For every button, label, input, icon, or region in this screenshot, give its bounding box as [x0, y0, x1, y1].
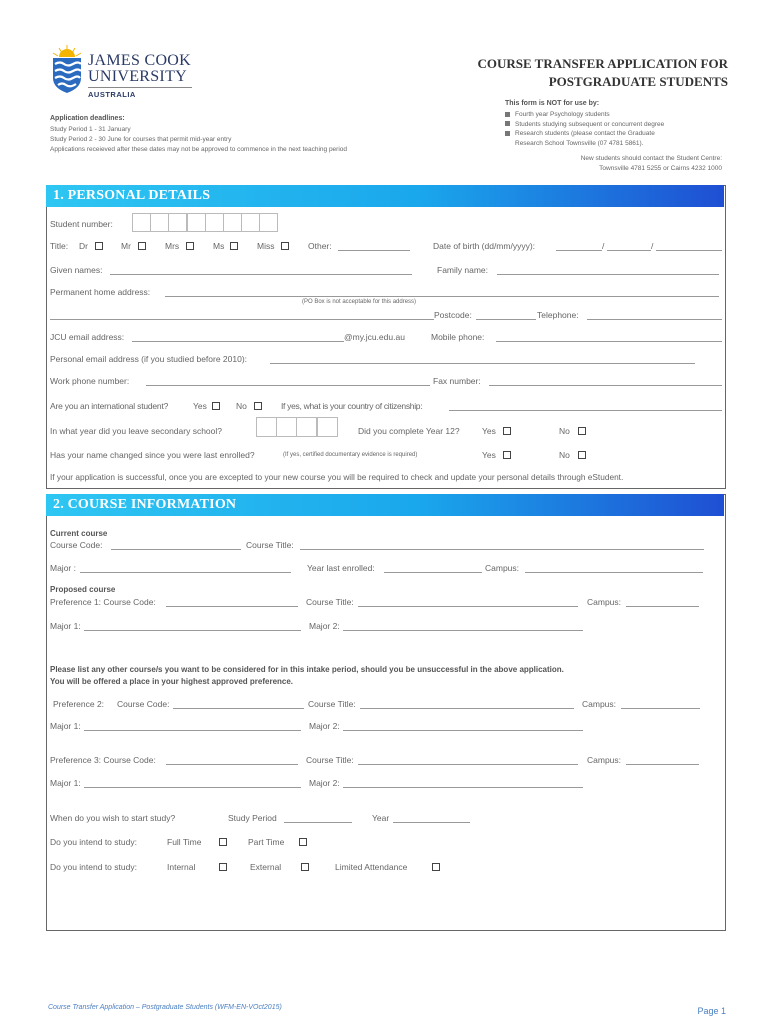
pref2-major2-label: Major 2:	[309, 721, 340, 731]
not-for-use-list	[505, 110, 664, 148]
deadline-sp1: Study Period 1 - 31 January	[50, 126, 131, 133]
section-heading: 2. COURSE INFORMATION	[53, 497, 237, 512]
title-miss-label: Miss	[257, 241, 275, 251]
year12-yes-checkbox[interactable]	[503, 427, 511, 435]
pref1-course-code-label: Preference 1: Course Code:	[50, 597, 156, 607]
pref2-major2-field[interactable]	[343, 730, 583, 731]
title-other-label: Other:	[308, 241, 332, 251]
dob-month-field[interactable]	[607, 250, 651, 251]
form-title-line1: COURSE TRANSFER APPLICATION FOR	[477, 56, 728, 71]
international-yes-checkbox[interactable]	[212, 402, 220, 410]
given-names-label: Given names:	[50, 265, 103, 275]
pref1-major1-label: Major 1:	[50, 621, 81, 631]
list-item: Research School Townsville (07 4781 5861).	[515, 139, 644, 147]
not-for-use-heading: This form is NOT for use by:	[505, 100, 600, 107]
family-name-label: Family name:	[437, 265, 489, 275]
pref3-major1-label: Major 1:	[50, 778, 81, 788]
pref2-course-code-field[interactable]	[173, 708, 304, 709]
pref1-campus-label: Campus:	[587, 597, 622, 607]
personal-details-heading-bar	[46, 185, 724, 207]
start-study-label: When do you wish to start study?	[50, 813, 176, 823]
name-changed-yes-label: Yes	[482, 450, 496, 460]
leave-school-label: In what year did you leave secondary school?	[50, 426, 222, 436]
pref2-campus-label: Campus:	[582, 699, 617, 709]
current-campus-label: Campus:	[485, 563, 520, 573]
proposed-course-heading: Proposed course	[50, 585, 116, 594]
title-mr-label: Mr	[121, 241, 131, 251]
title-other-field[interactable]	[338, 250, 410, 251]
internal-checkbox[interactable]	[219, 863, 227, 871]
list-item: Students studying subsequent or concurrent degree	[505, 120, 664, 130]
bullet-icon	[505, 112, 510, 117]
other-courses-note: Please list any other course/s you want to be considered for in this intake period, should you be unsuccessful in the above application.	[50, 665, 564, 674]
pref1-campus-field[interactable]	[626, 606, 699, 607]
current-major-field[interactable]	[80, 572, 291, 573]
deadlines-heading: Application deadlines:	[50, 115, 125, 122]
international-no-checkbox[interactable]	[254, 402, 262, 410]
pref3-major2-label: Major 2:	[309, 778, 340, 788]
international-no-label: No	[236, 401, 247, 411]
full-time-checkbox[interactable]	[219, 838, 227, 846]
year-last-enrolled-field[interactable]	[384, 572, 482, 573]
citizenship-field[interactable]	[449, 410, 722, 411]
study-load-label: Do you intend to study:	[50, 837, 137, 847]
po-box-note: (PO Box is not acceptable for this address)	[302, 299, 417, 305]
postcode-label: Postcode:	[434, 310, 472, 320]
international-label: Are you an international student?	[50, 401, 169, 411]
title-miss-checkbox[interactable]	[281, 242, 289, 250]
pref2-course-title-field[interactable]	[360, 708, 574, 709]
work-phone-field[interactable]	[146, 385, 430, 386]
title-mr-checkbox[interactable]	[138, 242, 146, 250]
title-ms-checkbox[interactable]	[230, 242, 238, 250]
sun-wave-emblem-icon	[50, 44, 84, 94]
current-course-heading: Current course	[50, 529, 108, 538]
study-period-label: Study Period	[228, 813, 277, 823]
deadline-sp2: Study Period 2 - 30 June for courses that permit mid-year entry	[50, 136, 232, 143]
pref1-course-title-field[interactable]	[358, 606, 578, 607]
pref3-course-title-label: Course Title:	[306, 755, 354, 765]
limited-attendance-label: Limited Attendance	[335, 862, 408, 872]
limited-attendance-checkbox[interactable]	[432, 863, 440, 871]
highest-preference-note: You will be offered a place in your highest approved preference.	[50, 677, 294, 686]
new-students-note: New students should contact the Student Centre:	[580, 155, 722, 162]
pref2-label: Preference 2:	[53, 699, 105, 709]
current-campus-field[interactable]	[525, 572, 703, 573]
title-ms-label: Ms	[213, 241, 225, 251]
pref2-campus-field[interactable]	[621, 708, 700, 709]
full-time-label: Full Time	[167, 837, 202, 847]
name-changed-no-label: No	[559, 450, 570, 460]
title-mrs-label: Mrs	[165, 241, 180, 251]
jcu-email-label: JCU email address:	[50, 332, 125, 342]
external-label: External	[250, 862, 282, 872]
pref2-major1-field[interactable]	[84, 730, 301, 731]
work-phone-label: Work phone number:	[50, 376, 130, 386]
pref3-campus-field[interactable]	[626, 764, 699, 765]
pref1-major2-field[interactable]	[343, 630, 583, 631]
part-time-label: Part Time	[248, 837, 285, 847]
pref1-course-title-label: Course Title:	[306, 597, 354, 607]
pref3-course-code-label: Preference 3: Course Code:	[50, 755, 156, 765]
jcu-email-domain: @my.jcu.edu.au	[344, 332, 405, 342]
mobile-field[interactable]	[496, 341, 722, 342]
mobile-label: Mobile phone:	[431, 332, 485, 342]
footer-form-id: Course Transfer Application – Postgraduate Students (WFM-EN-VOct2015)	[48, 1004, 282, 1011]
pref1-major2-label: Major 2:	[309, 621, 340, 631]
telephone-field[interactable]	[587, 319, 722, 320]
form-title-line2: POSTGRADUATE STUDENTS	[548, 74, 728, 89]
part-time-checkbox[interactable]	[299, 838, 307, 846]
dob-separator: /	[651, 241, 654, 251]
external-checkbox[interactable]	[301, 863, 309, 871]
name-changed-note: (If yes, certified documentary evidence is required)	[283, 452, 418, 458]
bullet-icon	[505, 121, 510, 126]
title-dr-label: Dr	[79, 241, 88, 251]
section-heading: 1. PERSONAL DETAILS	[53, 188, 211, 203]
university-logo	[48, 44, 198, 100]
start-year-field[interactable]	[393, 822, 470, 823]
telephone-label: Telephone:	[537, 310, 579, 320]
current-course-title-field[interactable]	[300, 549, 704, 550]
postcode-field[interactable]	[476, 319, 536, 320]
pref3-campus-label: Campus:	[587, 755, 622, 765]
deadline-note: Applications receieved after these dates may not be approved to commence in the next teaching period	[50, 146, 348, 153]
title-mrs-checkbox[interactable]	[186, 242, 194, 250]
fax-field[interactable]	[489, 385, 722, 386]
pref2-major1-label: Major 1:	[50, 721, 81, 731]
internal-label: Internal	[167, 862, 196, 872]
given-names-field[interactable]	[110, 274, 412, 275]
year12-no-label: No	[559, 426, 570, 436]
pref3-major2-field[interactable]	[343, 787, 583, 788]
pref3-course-code-field[interactable]	[166, 764, 298, 765]
title-label: Title:	[50, 241, 69, 251]
dob-day-field[interactable]	[556, 250, 602, 251]
year12-label: Did you complete Year 12?	[358, 426, 460, 436]
name-changed-label: Has your name changed since you were last enrolled?	[50, 450, 255, 460]
dob-separator: /	[602, 241, 605, 251]
current-major-label: Major :	[50, 563, 76, 573]
fax-label: Fax number:	[433, 376, 481, 386]
study-period-field[interactable]	[284, 822, 352, 823]
leave-school-year-input[interactable]	[256, 417, 337, 437]
international-yes-label: Yes	[193, 401, 207, 411]
pref2-course-title-label: Course Title:	[308, 699, 356, 709]
home-address-label: Permanent home address:	[50, 287, 151, 297]
year-last-enrolled-label: Year last enrolled:	[307, 563, 375, 573]
start-year-label: Year	[372, 813, 390, 823]
family-name-field[interactable]	[497, 274, 719, 275]
name-changed-no-checkbox[interactable]	[578, 451, 586, 459]
success-note: If your application is successful, once you are excepted to your new course you will be required to check and update your personal details through eStudent.	[50, 472, 624, 482]
page-number: Page 1	[697, 1006, 726, 1016]
new-students-contacts: Townsville 4781 5255 or Cairns 4232 1000	[599, 165, 722, 172]
study-mode-label: Do you intend to study:	[50, 862, 137, 872]
pref1-major1-field[interactable]	[84, 630, 301, 631]
pref3-major1-field[interactable]	[84, 787, 301, 788]
dob-year-field[interactable]	[656, 250, 722, 251]
year12-no-checkbox[interactable]	[578, 427, 586, 435]
pref1-course-code-field[interactable]	[166, 606, 298, 607]
student-number-label: Student number:	[50, 219, 113, 229]
bullet-icon	[505, 131, 510, 136]
personal-email-field[interactable]	[270, 363, 695, 364]
pref2-course-code-label: Course Code:	[117, 699, 170, 709]
logo-divider	[88, 87, 192, 88]
logo-country: AUSTRALIA	[88, 90, 136, 99]
name-changed-yes-checkbox[interactable]	[503, 451, 511, 459]
citizenship-label: If yes, what is your country of citizenship:	[281, 401, 423, 411]
year12-yes-label: Yes	[482, 426, 496, 436]
current-course-code-field[interactable]	[111, 549, 241, 550]
course-info-heading-bar	[46, 494, 724, 516]
personal-email-label: Personal email address (if you studied before 2010):	[50, 354, 248, 364]
logo-name-line1: JAMES COOK	[88, 52, 192, 69]
title-dr-checkbox[interactable]	[95, 242, 103, 250]
list-item: Research students (please contact the Graduate	[505, 129, 664, 139]
student-number-input[interactable]	[132, 213, 278, 232]
list-item: Fourth year Psychology students	[505, 110, 664, 120]
pref3-course-title-field[interactable]	[358, 764, 578, 765]
current-course-title-label: Course Title:	[246, 540, 294, 550]
current-course-code-label: Course Code:	[50, 540, 103, 550]
home-address-line2-field[interactable]	[50, 319, 434, 320]
home-address-field[interactable]	[165, 296, 719, 297]
jcu-email-field[interactable]	[132, 341, 344, 342]
logo-name-line2: UNIVERSITY	[88, 68, 187, 85]
dob-label: Date of birth (dd/mm/yyyy):	[433, 241, 536, 251]
